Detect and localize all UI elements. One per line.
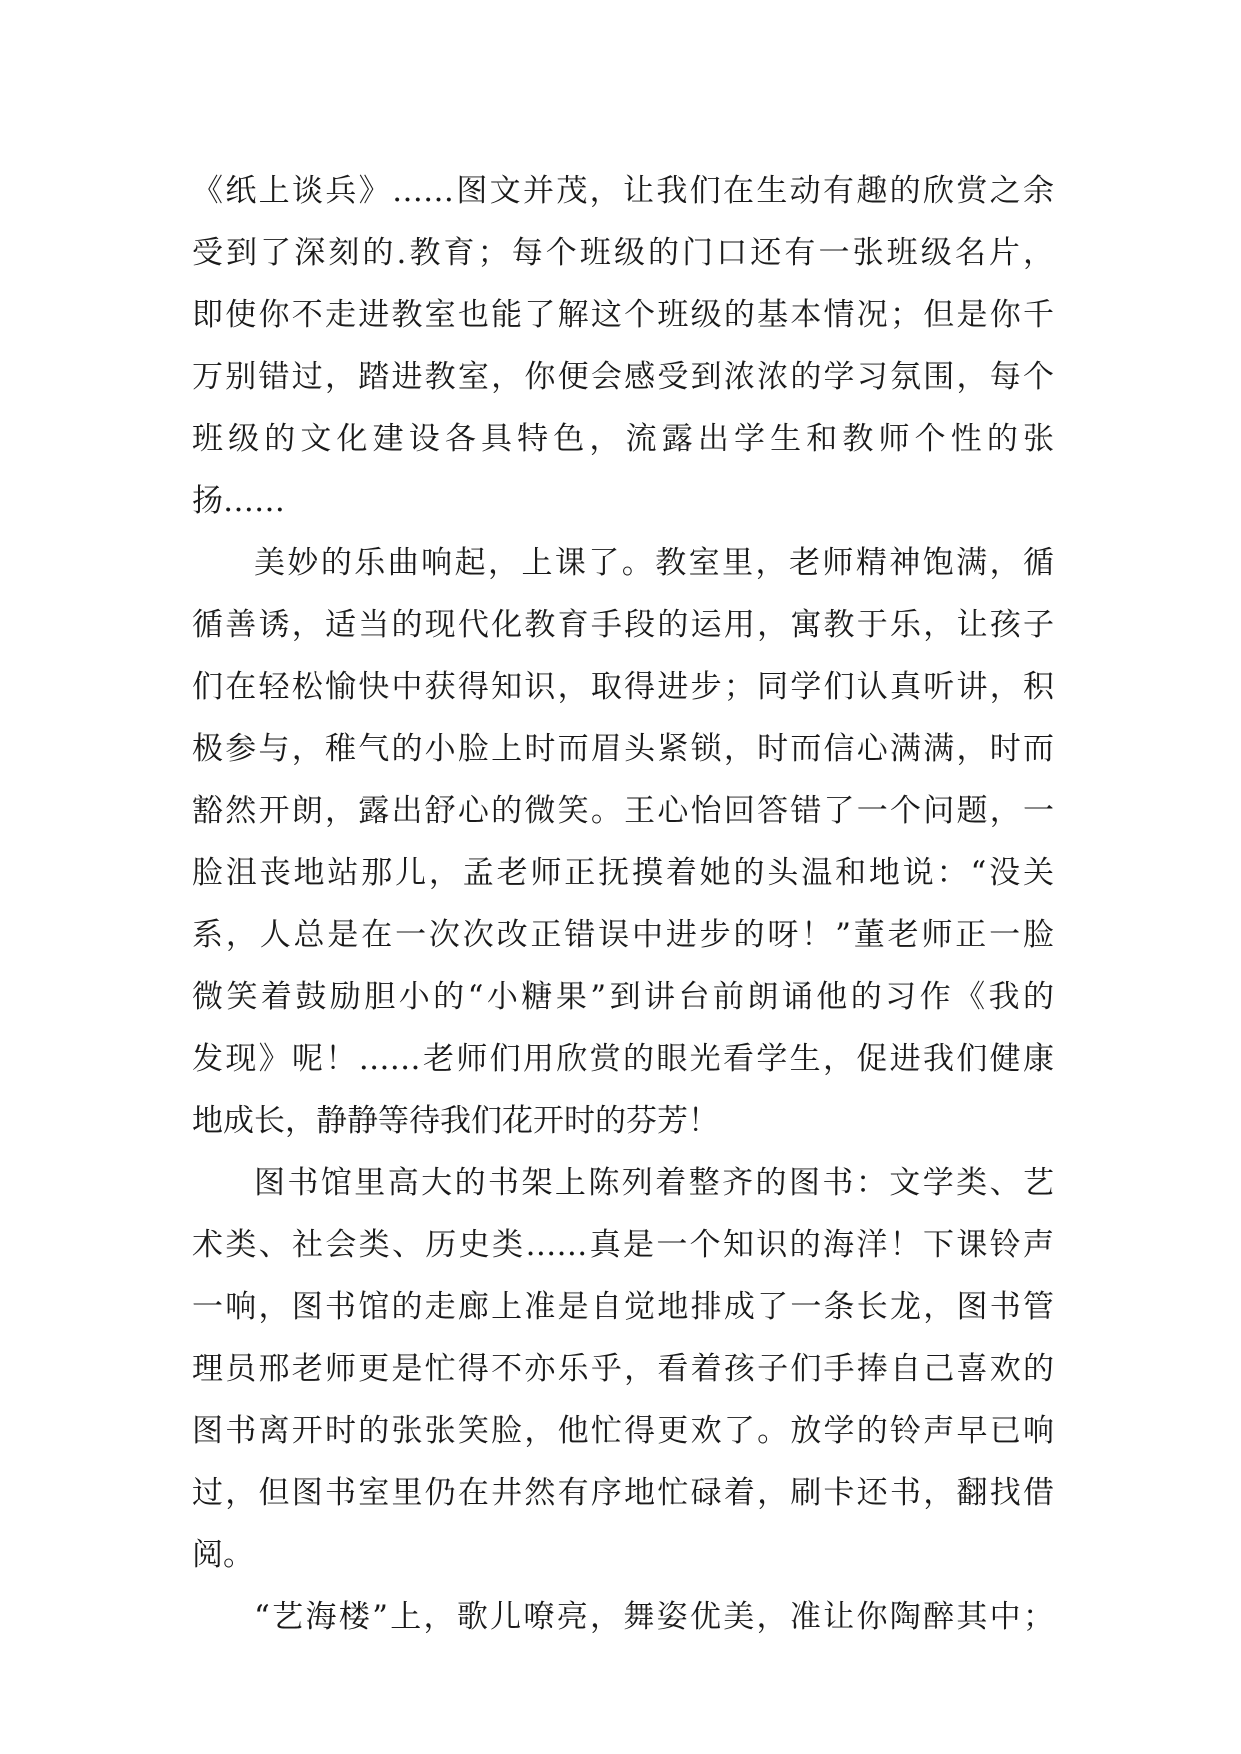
text-line-content: 受到了深刻的.教育；每个班级的门口还有一张班级名片，	[192, 235, 1054, 271]
text-line-content: 脸沮丧地站那儿，孟老师正抚摸着她的头温和地说：“没关	[192, 855, 1054, 891]
text-line	[192, 532, 1054, 594]
text-line-content: 们在轻松愉快中获得知识，取得进步；同学们认真听讲，积	[192, 669, 1054, 705]
text-line-content: 万别错过，踏进教室，你便会感受到浓浓的学习氛围，每个	[192, 359, 1054, 395]
text-line	[192, 284, 1054, 346]
text-line	[192, 842, 1054, 904]
text-line	[192, 1524, 1054, 1586]
text-line	[192, 1462, 1054, 1524]
text-line	[192, 656, 1054, 718]
text-line-content: 地成长，静静等待我们花开时的芬芳！	[192, 1103, 719, 1139]
text-line	[192, 1214, 1054, 1276]
text-line	[192, 1276, 1054, 1338]
text-line	[192, 160, 1054, 222]
text-line-content: 图书离开时的张张笑脸，他忙得更欢了。放学的铃声早已响	[192, 1413, 1054, 1449]
text-line-content: 循善诱，适当的现代化教育手段的运用，寓教于乐，让孩子	[192, 607, 1054, 643]
text-line-content: 班级的文化建设各具特色，流露出学生和教师个性的张	[192, 421, 1054, 457]
text-line-content: 一响，图书馆的走廊上准是自觉地排成了一条长龙，图书管	[192, 1289, 1054, 1325]
text-line-content: 微笑着鼓励胆小的“小糖果”到讲台前朗诵他的习作《我的	[192, 979, 1054, 1015]
text-line-content: 极参与，稚气的小脸上时而眉头紧锁，时而信心满满，时而	[192, 731, 1054, 767]
text-line	[192, 594, 1054, 656]
body-text	[192, 160, 1054, 1648]
text-line-content: 即使你不走进教室也能了解这个班级的基本情况；但是你千	[192, 297, 1054, 333]
text-line-content: 图书馆里高大的书架上陈列着整齐的图书：文学类、艺	[254, 1165, 1054, 1201]
text-line	[192, 470, 1054, 532]
text-line-content: 理员邢老师更是忙得不亦乐乎，看着孩子们手捧自己喜欢的	[192, 1351, 1054, 1387]
text-line-content: 《纸上谈兵》……图文并茂，让我们在生动有趣的欣赏之余	[192, 173, 1054, 209]
text-line	[192, 718, 1054, 780]
text-line	[192, 904, 1054, 966]
text-line-content: 发现》呢！……老师们用欣赏的眼光看学生，促进我们健康	[192, 1041, 1054, 1077]
text-line	[192, 1028, 1054, 1090]
text-line-content: 阅。	[192, 1537, 254, 1573]
text-line	[192, 966, 1054, 1028]
text-line	[192, 1090, 1054, 1152]
text-line	[192, 346, 1054, 408]
text-line	[192, 1586, 1054, 1648]
text-line	[192, 1152, 1054, 1214]
text-line-content: 术类、社会类、历史类……真是一个知识的海洋！下课铃声	[192, 1227, 1054, 1263]
text-line	[192, 1338, 1054, 1400]
text-line	[192, 1400, 1054, 1462]
text-line-content: 系，人总是在一次次改正错误中进步的呀！”董老师正一脸	[192, 917, 1054, 953]
text-line	[192, 222, 1054, 284]
text-line-content: 扬……	[192, 483, 285, 519]
text-line-content: 过，但图书室里仍在井然有序地忙碌着，刷卡还书，翻找借	[192, 1475, 1054, 1511]
text-line	[192, 780, 1054, 842]
text-line	[192, 408, 1054, 470]
text-line-content: “艺海楼”上，歌儿嘹亮，舞姿优美，准让你陶醉其中；	[254, 1599, 1054, 1635]
text-line-content: 美妙的乐曲响起，上课了。教室里，老师精神饱满，循	[254, 545, 1054, 581]
text-line-content: 豁然开朗，露出舒心的微笑。王心怡回答错了一个问题，一	[192, 793, 1054, 829]
